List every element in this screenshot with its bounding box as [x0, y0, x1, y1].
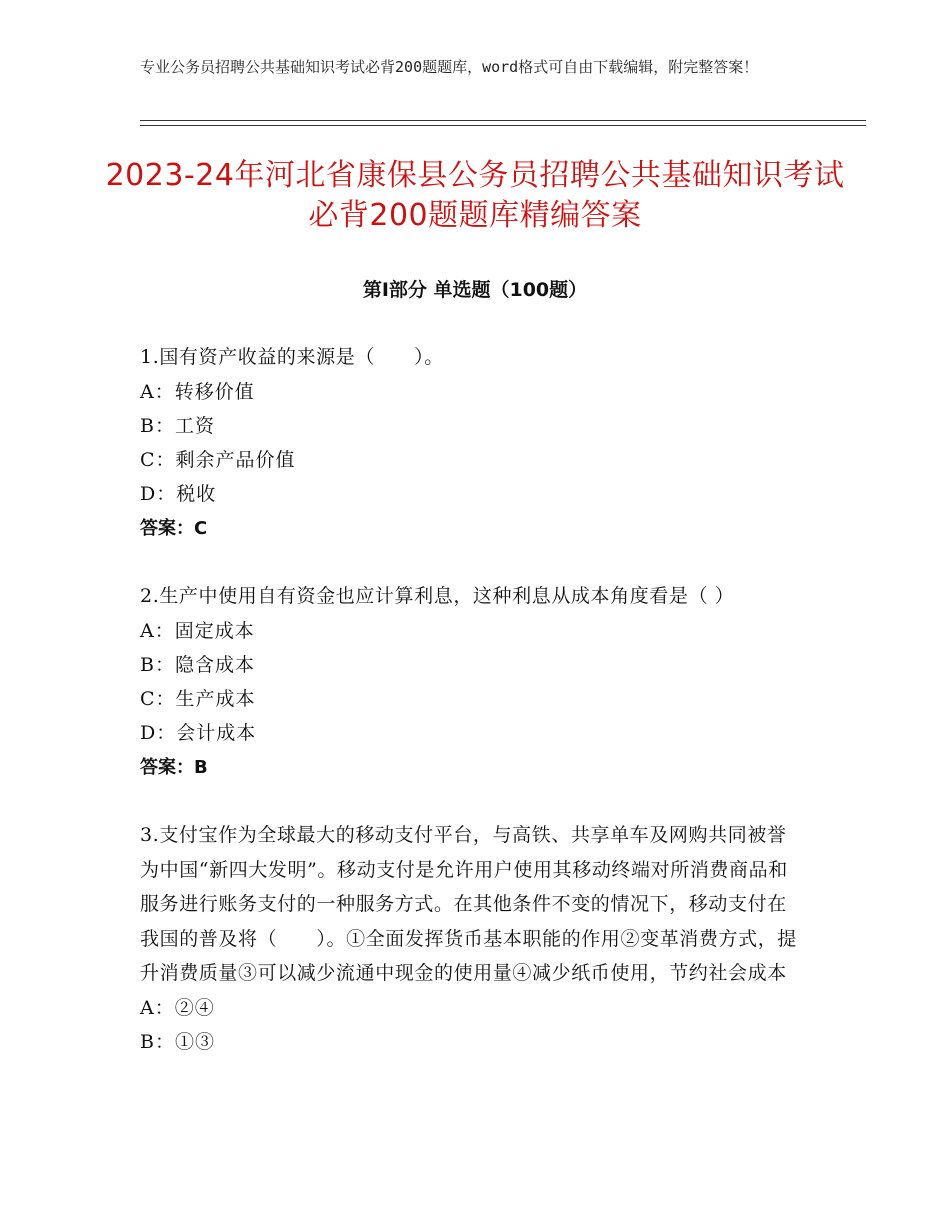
question-stem: 2.生产中使用自有资金也应计算利息，这种利息从成本角度看是（ ） — [140, 585, 735, 607]
question-stem: 3.支付宝作为全球最大的移动支付平台，与高铁、共享单车及网购共同被誉为中国“新四大发明”。移动支付是允许用户使用其移动终端对所消费商品和服务进行账务支付的一种服务方式。在其他条件不变的情况下，移动支付在我国的普及将（ ）。①全面发挥货币基本职能的作用②变革消费方式，提升消费质量③可以减少流通中现金的使用量④减少纸币使用，节约社会成本 — [140, 824, 797, 984]
option-a: A：转移价值 — [140, 380, 255, 403]
document-title: 2023-24年河北省康保县公务员招聘公共基础知识考试必背200题题库精编答案 — [105, 158, 845, 233]
option-d: D：税收 — [140, 483, 217, 506]
option-a: A：②④ — [140, 996, 215, 1019]
option-b: B：①③ — [140, 1030, 215, 1053]
header-note: 专业公务员招聘公共基础知识考试必背200题题库，word格式可自由下载编辑，附完整答案！ — [140, 58, 759, 76]
option-a: A：固定成本 — [140, 619, 255, 642]
question-stem: 1.国有资产收益的来源是（ ）。 — [140, 346, 444, 368]
question-2 — [140, 579, 800, 785]
option-d: D：会计成本 — [140, 722, 257, 745]
section-title: 第Ⅰ部分 单选题（100题） — [362, 279, 588, 301]
question-1 — [140, 340, 800, 546]
answer: 答案：C — [140, 517, 208, 539]
header-divider-top — [140, 120, 866, 121]
option-c: C：剩余产品价值 — [140, 449, 296, 472]
header-divider-bottom — [140, 125, 866, 126]
option-b: B：工资 — [140, 414, 215, 437]
option-c: C：生产成本 — [140, 688, 256, 711]
option-b: B：隐含成本 — [140, 653, 255, 676]
question-3 — [140, 818, 800, 1059]
answer: 答案：B — [140, 756, 208, 778]
